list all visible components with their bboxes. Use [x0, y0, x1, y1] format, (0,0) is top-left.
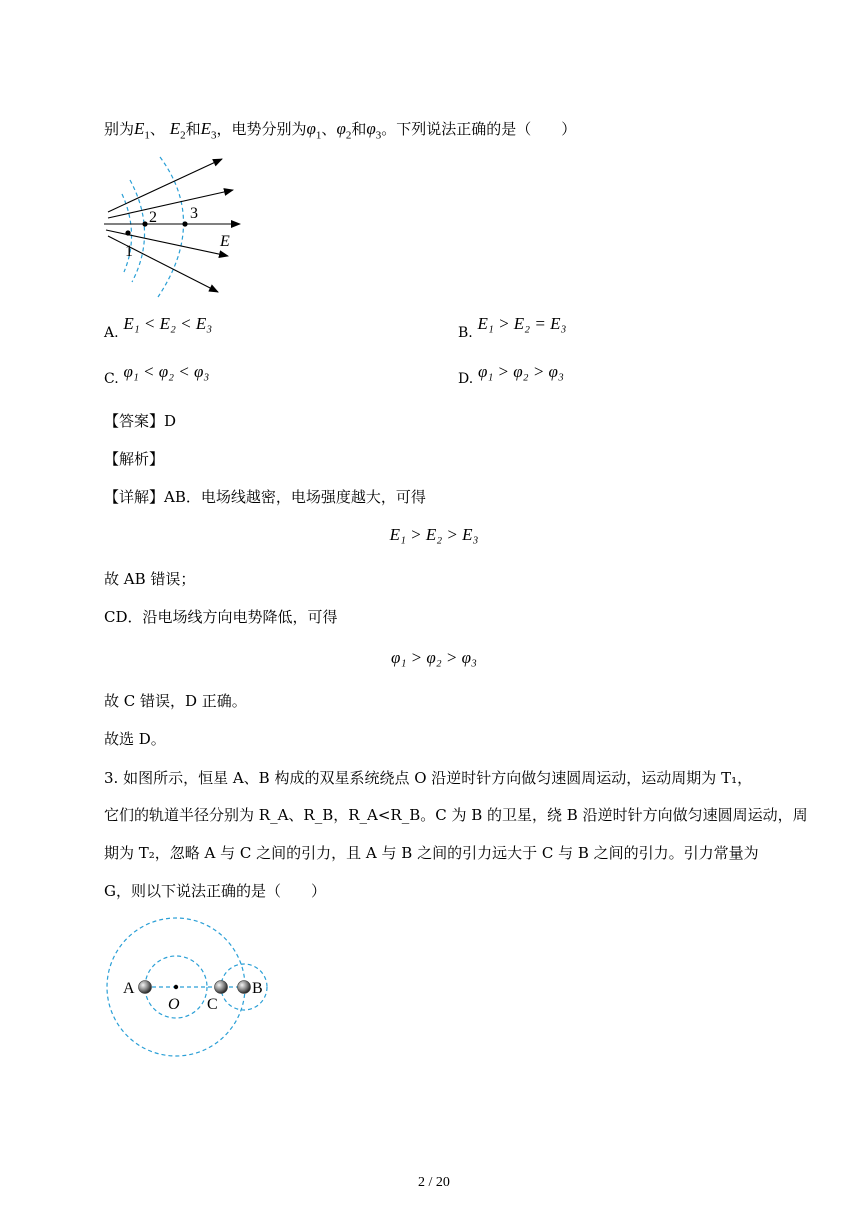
label-2: 2: [149, 209, 157, 226]
star-a: [139, 981, 152, 994]
q3-line-3: 期为 T₂，忽略 A 与 C 之间的引力，且 A 与 B 之间的引力远大于 C 与 B 之间的引力。引力常量为: [104, 844, 759, 862]
q3-line-1: 3. 如图所示，恒星 A、B 构成的双星系统绕点 O 沿逆时针方向做匀速圆周运动，运动周期为 T₁，: [104, 769, 753, 787]
label-1: 1: [125, 243, 133, 260]
point-2: [142, 221, 147, 226]
option-a[interactable]: A. E₁ < E₂ < E₃: [104, 314, 213, 341]
equipotential-arc-3: [158, 157, 184, 297]
answer: 【答案】D: [104, 412, 177, 430]
label-a: A: [123, 980, 135, 997]
point-1: [125, 230, 130, 235]
option-d[interactable]: D. φ₁ > φ₂ > φ₃: [458, 362, 564, 387]
conclusion-ab: 故 AB 错误；: [104, 570, 196, 588]
analysis-title: 【解析】: [104, 450, 165, 468]
q3-line-4: G，则以下说法正确的是（ ）: [104, 882, 326, 900]
conclusion-cd: 故 C 错误，D 正确。: [104, 692, 247, 710]
field-line-1: [108, 159, 222, 212]
option-b[interactable]: B. E₁ > E₂ = E₃: [458, 314, 567, 341]
point-3: [182, 221, 187, 226]
field-line-2: [108, 190, 233, 218]
label-c: C: [207, 996, 218, 1013]
label-3: 3: [190, 205, 198, 222]
star-b: [238, 981, 251, 994]
center-o: [174, 985, 178, 989]
field-lines-figure: [100, 152, 250, 302]
label-E: E: [220, 233, 230, 250]
formula-e: E₁ > E₂ > E₃: [389, 525, 479, 544]
equipotential-arc-2: [130, 180, 145, 282]
binary-star-figure: [100, 914, 280, 1064]
label-b: B: [252, 980, 263, 997]
q3-line-2: 它们的轨道半径分别为 R_A、R_B，R_A<R_B。C 为 B 的卫星，绕 B 沿逆时针方向做匀速圆周运动，周: [104, 806, 808, 824]
detail-ab: 【详解】AB．电场线越密，电场强度越大，可得: [104, 488, 426, 506]
detail-cd: CD．沿电场线方向电势降低，可得: [104, 608, 338, 626]
page-number: 2 / 20: [418, 1175, 450, 1190]
formula-phi: φ₁ > φ₂ > φ₃: [391, 648, 477, 667]
q2-stem: 别为$E_1$、 $E_2$和$E_3$，电势分别为$\varphi_1$、$\varphi_2$和$\varphi_3$。下列说法正确的是（ ）: [104, 119, 577, 142]
satellite-c: [215, 981, 228, 994]
final-choice: 故选 D。: [104, 730, 166, 748]
label-o: O: [168, 996, 180, 1013]
option-c[interactable]: C. φ₁ < φ₂ < φ₃: [104, 362, 210, 387]
